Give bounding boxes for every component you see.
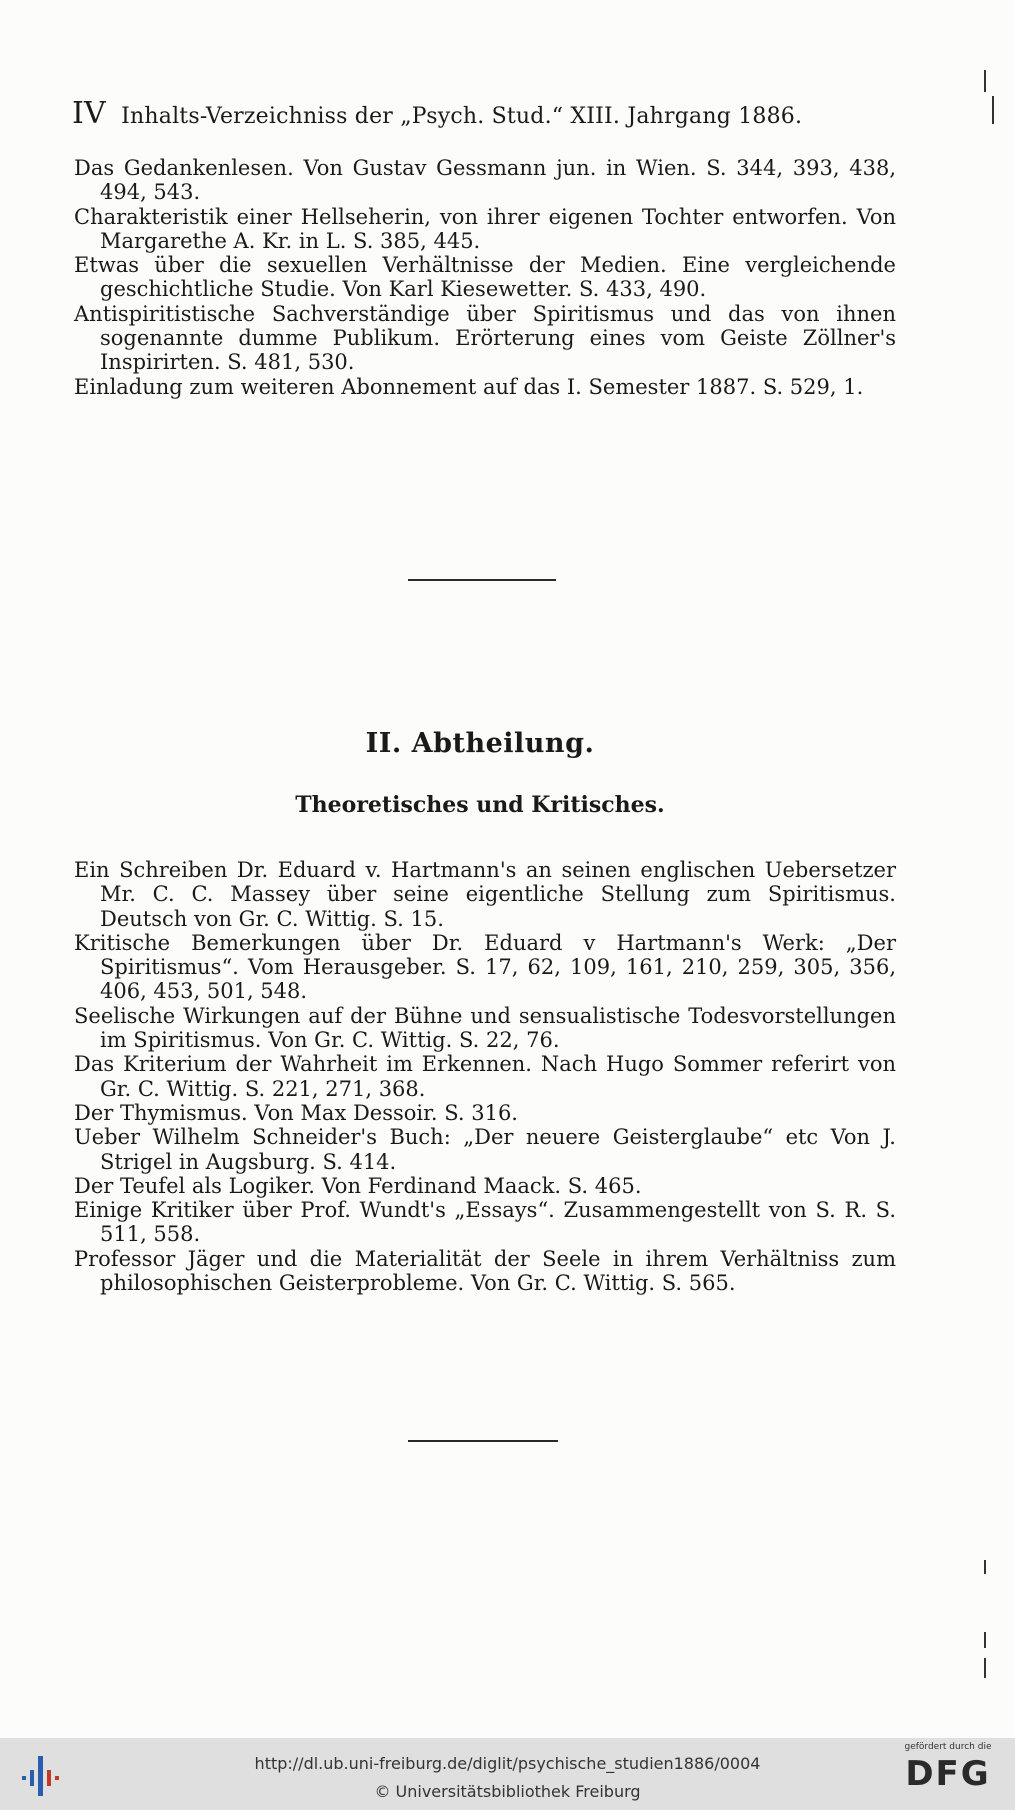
list-item: Der Thymismus. Von Max Dessoir. S. 316. bbox=[74, 1100, 518, 1125]
viewer-footer bbox=[0, 1738, 1015, 1810]
source-url-link[interactable]: http://dl.ub.uni-freiburg.de/diglit/psychische_studien1886/0004 bbox=[254, 1754, 761, 1773]
scan-edge-mark bbox=[984, 1658, 986, 1678]
scan-edge-mark bbox=[984, 70, 986, 92]
section-title: II. Abtheilung. bbox=[365, 728, 595, 759]
running-header bbox=[72, 96, 862, 131]
list-item: Das Kriterium der Wahrheit im Erkennen. Nach Hugo Sommer referirt von Gr. C. Wittig. S. 221, 271, 368. bbox=[74, 1052, 896, 1101]
list-item: Etwas über die sexuellen Verhältnisse der Medien. Eine vergleichende geschichtliche Studie. Von Karl Kiesewetter. S. 433, 490. bbox=[74, 253, 896, 302]
list-item: Antispiritistische Sachverständige über Spiritismus und das von ihnen sogenannte dumme Publikum. Erörterung eines vom Geiste Zöllner's Inspirirten. S. 481, 530. bbox=[74, 301, 896, 375]
dfg-logo-icon: DFG bbox=[905, 1754, 991, 1794]
scan-edge-mark bbox=[984, 1560, 986, 1574]
dfg-caption: gefördert durch die bbox=[904, 1742, 992, 1752]
dfg-funding-logo bbox=[893, 1742, 1003, 1794]
divider bbox=[408, 579, 556, 581]
list-item: Kritische Bemerkungen über Dr. Eduard v Hartmann's Werk: „Der Spiritismus“. Vom Herausgeber. S. 17, 62, 109, 161, 210, 259, 305, 356, 406, 453, 501, 548. bbox=[74, 930, 896, 1004]
list-item: Professor Jäger und die Materialität der Seele in ihrem Verhältniss zum philosophischen Geisterprobleme. Von Gr. C. Wittig. S. 565. bbox=[74, 1246, 896, 1296]
copyright-text: © Universitätsbibliothek Freiburg bbox=[374, 1782, 641, 1801]
list-item: Seelische Wirkungen auf der Bühne und sensualistische Todesvorstellungen im Spiritismus. Von Gr. C. Wittig. S. 22, 76. bbox=[74, 1003, 896, 1053]
list-item: Ein Schreiben Dr. Eduard v. Hartmann's an seinen englischen Uebersetzer Mr. C. C. Massey über seine eigentliche Stellung zum Spiritismus. Deutsch von Gr. C. Wittig. S. 15. bbox=[74, 858, 896, 931]
list-item: Der Teufel als Logiker. Von Ferdinand Maack. S. 465. bbox=[74, 1173, 642, 1198]
page-numeral: IV bbox=[72, 96, 106, 131]
header-title: Inhalts-Verzeichniss der „Psych. Stud.“ XIII. Jahrgang 1886. bbox=[121, 104, 803, 129]
section-subtitle: Theoretisches und Kritisches. bbox=[295, 792, 665, 818]
scan-edge-mark bbox=[984, 1632, 986, 1648]
entry-list-section-2 bbox=[74, 858, 896, 1295]
list-item: Einladung zum weiteren Abonnement auf das I. Semester 1887. S. 529, 1. bbox=[74, 374, 864, 399]
divider bbox=[408, 1440, 558, 1442]
entry-list-section-1 bbox=[74, 156, 896, 399]
list-item: Ueber Wilhelm Schneider's Buch: „Der neuere Geisterglaube“ etc Von J. Strigel in Augsburg. S. 414. bbox=[74, 1125, 896, 1174]
list-item: Einige Kritiker über Prof. Wundt's „Essays“. Zusammengestellt von S. R. S. 511, 558. bbox=[74, 1198, 896, 1247]
scan-edge-mark bbox=[992, 96, 994, 124]
list-item: Das Gedankenlesen. Von Gustav Gessmann jun. in Wien. S. 344, 393, 438, 494, 543. bbox=[74, 156, 896, 205]
list-item: Charakteristik einer Hellseherin, von ihrer eigenen Tochter entworfen. Von Margarethe A. Kr. in L. S. 385, 445. bbox=[74, 204, 896, 253]
